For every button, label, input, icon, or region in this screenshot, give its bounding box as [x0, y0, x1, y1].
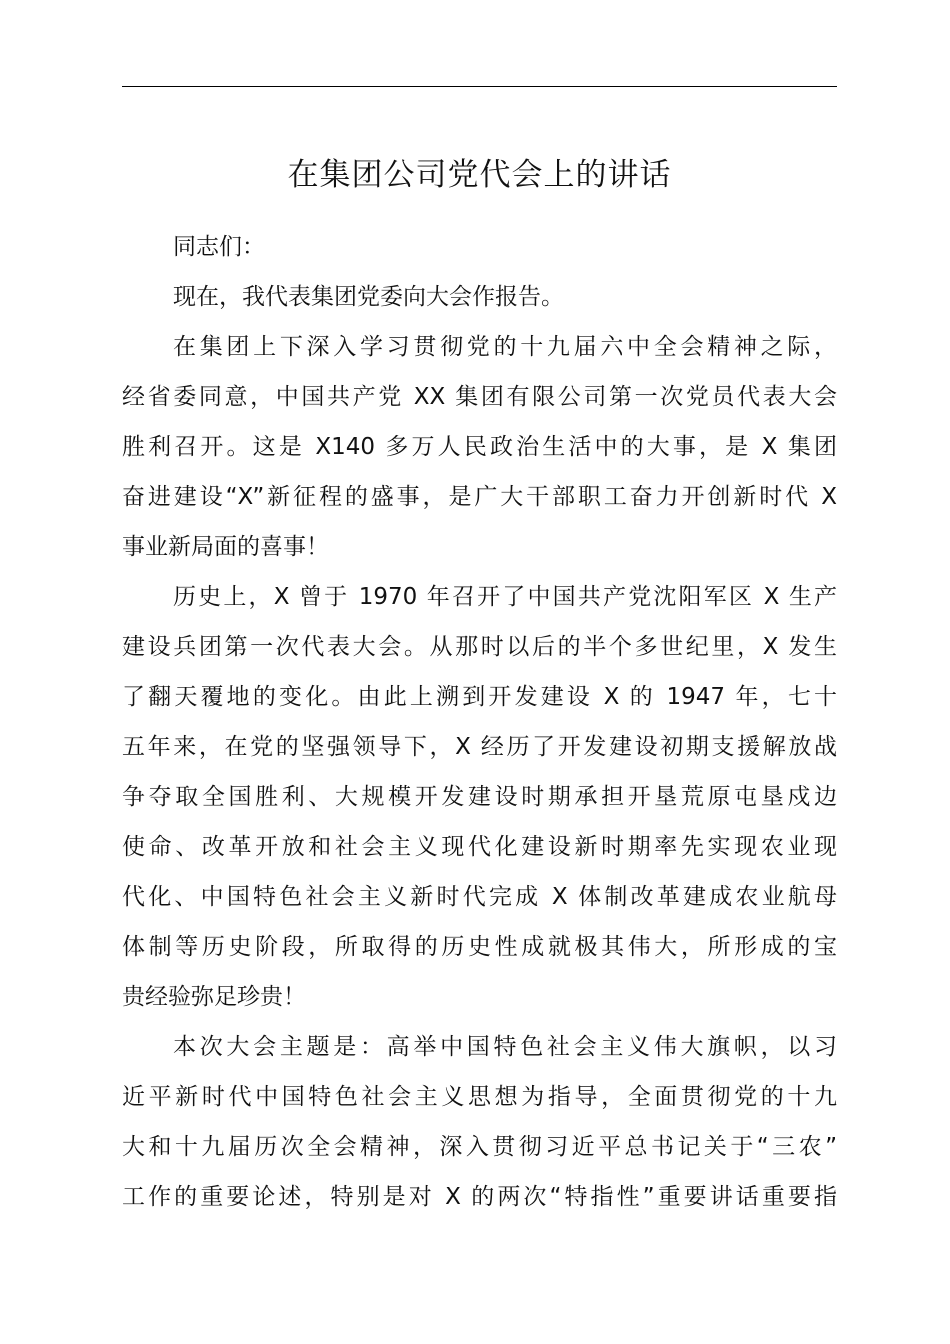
text-line: 胜利召开。这是 X140 多万人民政治生活中的大事，是 X 集团	[122, 434, 837, 460]
text-line: 近平新时代中国特色社会主义思想为指导，全面贯彻党的十九	[122, 1084, 837, 1110]
text-line: 代化、中国特色社会主义新时代完成 X 体制改革建成农业航母	[122, 884, 837, 910]
text-line: 奋进建设“X”新征程的盛事，是广大干部职工奋力开创新时代 X	[122, 484, 837, 510]
text-line: 事业新局面的喜事！	[122, 534, 329, 560]
text-line: 在集团上下深入学习贯彻党的十九届六中全会精神之际，	[173, 334, 837, 360]
text-line: 五年来，在党的坚强领导下，X 经历了开发建设初期支援解放战	[122, 734, 837, 760]
header-rule	[122, 86, 837, 87]
text-line: 经省委同意，中国共产党 XX 集团有限公司第一次党员代表大会	[122, 384, 837, 410]
text-line: 工作的重要论述，特别是对 X 的两次“特指性”重要讲话重要指	[122, 1184, 837, 1210]
text-line: 大和十九届历次全会精神，深入贯彻习近平总书记关于“三农”	[122, 1134, 837, 1160]
text-line: 争夺取全国胜利、大规模开发建设时期承担开垦荒原屯垦戍边	[122, 784, 837, 810]
text-line: 贵经验弥足珍贵！	[122, 984, 306, 1010]
text-line: 使命、改革开放和社会主义现代化建设新时期率先实现农业现	[122, 834, 837, 860]
document-title: 在集团公司党代会上的讲话	[287, 157, 672, 193]
text-line: 体制等历史阶段，所取得的历史性成就极其伟大，所形成的宝	[122, 934, 837, 960]
text-line: 历史上，X 曾于 1970 年召开了中国共产党沈阳军区 X 生产	[173, 584, 837, 610]
text-line: 本次大会主题是：高举中国特色社会主义伟大旗帜，以习	[173, 1034, 837, 1060]
text-line: 现在，我代表集团党委向大会作报告。	[173, 284, 564, 310]
text-line: 同志们：	[173, 234, 265, 260]
text-line: 建设兵团第一次代表大会。从那时以后的半个多世纪里，X 发生	[122, 634, 837, 660]
document-body	[122, 222, 837, 1222]
text-line: 了翻天覆地的变化。由此上溯到开发建设 X 的 1947 年，七十	[122, 684, 837, 710]
